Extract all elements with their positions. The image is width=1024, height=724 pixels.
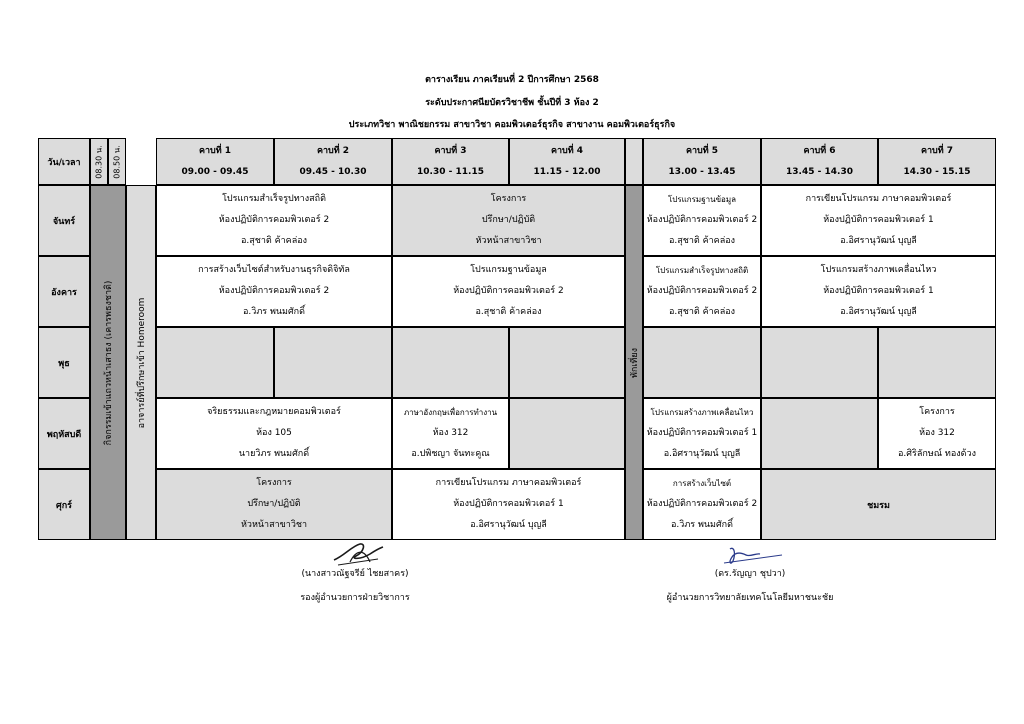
thu-p4: [509, 398, 625, 469]
timetable: [38, 138, 996, 540]
schedule-program: ประเภทวิชา พาณิชยกรรม สาขาวิชา คอมพิวเตอร์ธุรกิจ สาขางาน คอมพิวเตอร์ธุรกิจ: [348, 120, 676, 130]
tue-p6-p7: โปรแกรมสร้างภาพเคลื่อนไหว ห้องปฏิบัติการคอมพิวเตอร์ 1 อ.อิศรานุวัฒน์ บุญลี: [761, 256, 996, 327]
thu-p5: โปรแกรมสร้างภาพเคลื่อนไหว ห้องปฏิบัติการคอมพิวเตอร์ 1 อ.อิศรานุวัฒน์ บุญลี: [643, 398, 761, 469]
wed-p1: [156, 327, 274, 398]
day-wednesday: พุธ: [38, 327, 90, 398]
tue-p3-p4: โปรแกรมฐานข้อมูล ห้องปฏิบัติการคอมพิวเตอร์ 2 อ.สุชาติ ค้าคล่อง: [392, 256, 625, 327]
wed-p7: [878, 327, 996, 398]
fri-p3-p4: การเขียนโปรแกรม ภาษาคอมพิวเตอร์ ห้องปฏิบัติการคอมพิวเตอร์ 1 อ.อิศรานุวัฒน์ บุญลี: [392, 469, 625, 540]
time-0850: 08.50 น.: [108, 138, 126, 185]
fri-p1-p2: โครงการ ปรึกษา/ปฏิบัติ หัวหน้าสาขาวิชา: [156, 469, 392, 540]
thu-p1-p2: จริยธรรมและกฎหมายคอมพิวเตอร์ ห้อง 105 นายวิภร พนมศักดิ์: [156, 398, 392, 469]
signature-right: [610, 562, 890, 610]
mon-p3-p4: โครงการ ปรึกษา/ปฏิบัติ หัวหน้าสาขาวิชา: [392, 185, 625, 256]
lunch-column: พักเที่ยง: [625, 185, 643, 540]
wed-p3: [392, 327, 509, 398]
day-thursday: พฤหัสบดี: [38, 398, 90, 469]
time-0830: 08.30 น.: [90, 138, 108, 185]
signer-left-title: รองผู้อำนวยการฝ่ายวิชาการ: [300, 593, 410, 603]
signer-right-title: ผู้อำนวยการวิทยาลัยเทคโนโลยีมหาชนะชัย: [666, 593, 834, 603]
thu-p6: [761, 398, 878, 469]
mon-p6-p7: การเขียนโปรแกรม ภาษาคอมพิวเตอร์ ห้องปฏิบัติการคอมพิวเตอร์ 1 อ.อิศรานุวัฒน์ บุญลี: [761, 185, 996, 256]
wed-p4: [509, 327, 625, 398]
day-monday: จันทร์: [38, 185, 90, 256]
period-4-header: คาบที่ 4 11.15 - 12.00: [509, 138, 625, 185]
period-1-header: คาบที่ 1 09.00 - 09.45: [156, 138, 274, 185]
period-7-header: คาบที่ 7 14.30 - 15.15: [878, 138, 996, 185]
tue-p5: โปรแกรมสำเร็จรูปทางสถิติ ห้องปฏิบัติการคอมพิวเตอร์ 2 อ.สุชาติ ค้าคล่อง: [643, 256, 761, 327]
wed-p2: [274, 327, 392, 398]
signer-right-name: (ดร.รัญญา ชุปวา): [714, 569, 786, 579]
homeroom-column: อาจารย์ที่ปรึกษาเข้า Homeroom: [126, 185, 156, 540]
wed-p6: [761, 327, 878, 398]
period-3-header: คาบที่ 3 10.30 - 11.15: [392, 138, 509, 185]
mon-p1-p2: โปรแกรมสำเร็จรูปทางสถิติ ห้องปฏิบัติการคอมพิวเตอร์ 2 อ.สุชาติ ค้าคล่อง: [156, 185, 392, 256]
flag-activity-column: กิจกรรมเข้าแถวหน้าเสาธง (เคารพธงชาติ): [90, 185, 126, 540]
period-6-header: คาบที่ 6 13.45 - 14.30: [761, 138, 878, 185]
signer-left-name: (นางสาวณัฐจรีย์ ไชยสาคร): [301, 569, 409, 579]
thu-p7: โครงการ ห้อง 312 อ.ศิริลักษณ์ ทองด้วง: [878, 398, 996, 469]
fri-p5: การสร้างเว็บไซต์ ห้องปฏิบัติการคอมพิวเตอร์ 2 อ.วิภร พนมศักดิ์: [643, 469, 761, 540]
signature-left: [230, 562, 480, 610]
period-2-header: คาบที่ 2 09.45 - 10.30: [274, 138, 392, 185]
wed-p5: [643, 327, 761, 398]
tue-p1-p2: การสร้างเว็บไซต์สำหรับงานธุรกิจดิจิทัล ห้องปฏิบัติการคอมพิวเตอร์ 2 อ.วิภร พนมศักดิ์: [156, 256, 392, 327]
mon-p5: โปรแกรมฐานข้อมูล ห้องปฏิบัติการคอมพิวเตอร์ 2 อ.สุชาติ ค้าคล่อง: [643, 185, 761, 256]
period-5-header: คาบที่ 5 13.00 - 13.45: [643, 138, 761, 185]
lunch-header: [625, 138, 643, 185]
fri-p6-p7-club: ชมรม: [761, 469, 996, 540]
day-friday: ศุกร์: [38, 469, 90, 540]
thu-p3: ภาษาอังกฤษเพื่อการทำงาน ห้อง 312 อ.ปพิชญา จันทะคูณ: [392, 398, 509, 469]
day-tuesday: อังคาร: [38, 256, 90, 327]
schedule-level: ระดับประกาศนียบัตรวิชาชีพ ชั้นปีที่ 3 ห้อง 2: [425, 98, 599, 108]
corner-day-time: วัน/เวลา: [38, 138, 90, 185]
schedule-title: ตารางเรียน ภาคเรียนที่ 2 ปีการศึกษา 2568: [425, 75, 599, 85]
